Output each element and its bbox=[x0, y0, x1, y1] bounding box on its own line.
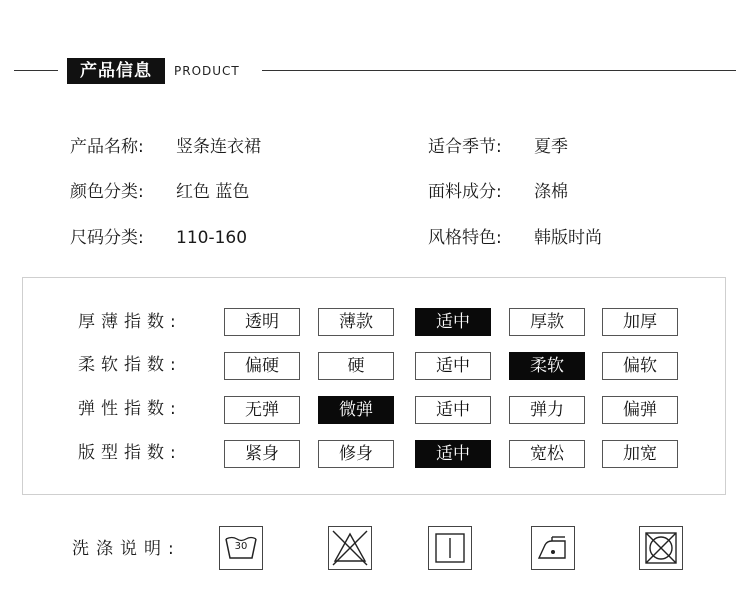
fit-option: 加宽 bbox=[602, 440, 678, 468]
info-season bbox=[428, 137, 568, 157]
thickness-option: 透明 bbox=[224, 308, 300, 336]
info-style-label: 风格特色: bbox=[428, 228, 502, 248]
no-tumble-dry-icon bbox=[639, 526, 683, 570]
fit-option: 适中 bbox=[415, 440, 491, 468]
softness-option: 偏硬 bbox=[224, 352, 300, 380]
thickness-option: 薄款 bbox=[318, 308, 394, 336]
info-name bbox=[70, 137, 261, 157]
info-fabric-label: 面料成分: bbox=[428, 182, 502, 202]
info-size bbox=[70, 228, 247, 248]
section-title: 产品信息 bbox=[67, 58, 165, 84]
softness-option: 柔软 bbox=[509, 352, 585, 380]
iron-icon bbox=[531, 526, 575, 570]
wash-temp-label: 30 bbox=[234, 541, 248, 552]
info-color-label: 颜色分类: bbox=[70, 182, 144, 202]
info-color-value: 红色 蓝色 bbox=[176, 182, 250, 202]
elasticity-index-label: 弹性指数: bbox=[78, 399, 182, 419]
no-bleach-icon bbox=[328, 526, 372, 570]
header-divider-left bbox=[14, 70, 58, 71]
elasticity-option: 无弹 bbox=[224, 396, 300, 424]
info-style bbox=[428, 228, 602, 248]
info-style-value: 韩版时尚 bbox=[534, 228, 602, 248]
header-divider-right bbox=[262, 70, 736, 71]
info-season-value: 夏季 bbox=[534, 137, 568, 157]
elasticity-option: 偏弹 bbox=[602, 396, 678, 424]
info-fabric-value: 涤棉 bbox=[534, 182, 568, 202]
softness-option: 偏软 bbox=[602, 352, 678, 380]
wash-30-icon bbox=[219, 526, 263, 570]
softness-option: 适中 bbox=[415, 352, 491, 380]
info-size-label: 尺码分类: bbox=[70, 228, 144, 248]
info-season-label: 适合季节: bbox=[428, 137, 502, 157]
section-subtitle: PRODUCT bbox=[174, 64, 240, 78]
softness-option: 硬 bbox=[318, 352, 394, 380]
thickness-option: 加厚 bbox=[602, 308, 678, 336]
fit-option: 宽松 bbox=[509, 440, 585, 468]
thickness-index-label: 厚薄指数: bbox=[78, 312, 182, 332]
elasticity-option: 微弹 bbox=[318, 396, 394, 424]
thickness-option: 厚款 bbox=[509, 308, 585, 336]
info-color bbox=[70, 182, 249, 202]
info-name-label: 产品名称: bbox=[70, 137, 144, 157]
info-name-value: 竖条连衣裙 bbox=[176, 137, 261, 157]
thickness-option: 适中 bbox=[415, 308, 491, 336]
elasticity-option: 弹力 bbox=[509, 396, 585, 424]
softness-index-label: 柔软指数: bbox=[78, 355, 182, 375]
fit-option: 紧身 bbox=[224, 440, 300, 468]
elasticity-option: 适中 bbox=[415, 396, 491, 424]
fit-option: 修身 bbox=[318, 440, 394, 468]
wash-instructions-label: 洗涤说明: bbox=[72, 539, 181, 559]
fit-index-label: 版型指数: bbox=[78, 443, 182, 463]
info-size-value: 110-160 bbox=[176, 228, 248, 248]
hang-dry-icon bbox=[428, 526, 472, 570]
info-fabric bbox=[428, 182, 568, 202]
